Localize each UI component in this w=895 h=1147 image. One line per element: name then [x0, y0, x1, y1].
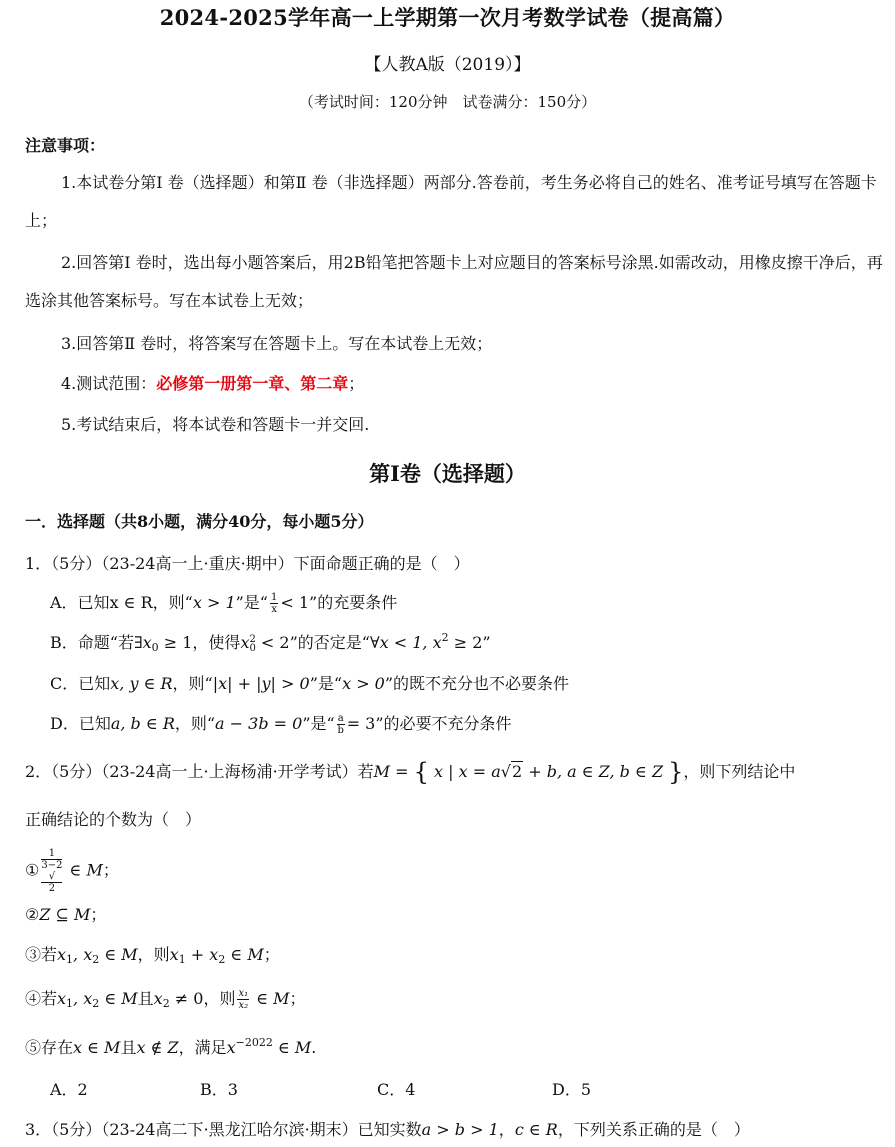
q2-choice-b: B．3	[200, 1080, 238, 1099]
q2-choice-c: C．4	[377, 1080, 416, 1099]
q1-option-a: A．已知x ∈ R，则“x > 1”是“ $\frac{1}{x}$ < 1”的充要条件	[50, 592, 398, 615]
q2-stem-line2: 正确结论的个数为（ ）	[25, 810, 202, 829]
q2-statement-4: ④若$x_1$, $x_2$ ∈ M且$x_2 \ne 0$，则 $\frac{\text{x₁}}{\text{x₂}}$ ∈ M；	[25, 988, 306, 1011]
notice-item-3: 3.回答第Ⅱ 卷时，将答案写在答题卡上。写在本试卷上无效；	[61, 334, 493, 353]
notice-item-2: 2.回答第Ⅰ 卷时，选出每小题答案后，用2B铅笔把答题卡上对应题目的答案标号涂黑.如需改动，用橡皮擦干净后，再选涂其他答案标号。写在本试卷上无效；	[25, 253, 883, 310]
q2-choice-d: D．5	[552, 1080, 592, 1099]
notice-heading: 注意事项：	[25, 136, 106, 155]
test-scope: 必修第一册第一章、第二章	[156, 374, 349, 393]
notice-item-5: 5.考试结束后，将本试卷和答题卡一并交回.	[61, 415, 370, 434]
q3-stem: 3．（5分）（23-24高二下·黑龙江哈尔滨·期末）已知实数a > b > 1，c ∈ R，下列关系正确的是（ ）	[25, 1120, 750, 1139]
q2-statement-1: ① 1 3−2 √ 2 ∈ M；	[25, 848, 119, 894]
q1-option-b: B．命题“若$\exists x_0 \ge 1$，使得x 2 0 < 2”的否定是“∀x < 1, $x^2 \ge 2$”	[50, 631, 491, 654]
section-heading: 一．选择题（共8小题，满分40分，每小题5分）	[25, 512, 374, 531]
q1-stem: 1．（5分）（23-24高一上·重庆·期中）下面命题正确的是（ ）	[25, 554, 470, 573]
notice-item-1: 1.本试卷分第Ⅰ 卷（选择题）和第Ⅱ 卷（非选择题）两部分.答卷前，考生务必将自己的姓名、准考证号填写在答题卡上；	[25, 173, 877, 230]
exam-time-info: （考试时间：120分钟 试卷满分：150分）	[298, 93, 597, 111]
q2-statement-5: ⑤存在x ∈ M且x ∉ Z，满足$x^{-2022}$ ∈ M.	[25, 1036, 317, 1057]
q1-option-c: C．已知x, y ∈ R，则“|x| + |y| > 0”是“x > 0”的既不充分也不必要条件	[50, 674, 570, 693]
exam-title: 2024-2025学年高一上学期第一次月考数学试卷（提高篇）	[159, 5, 736, 30]
notice-item-4: 4.测试范围：必修第一册第一章、第二章；	[61, 374, 365, 393]
q2-stem: 2．（5分）（23-24高一上·上海杨浦·开学考试）若M = { x | x = a√2 + b, a ∈ Z, b ∈ Z }，则下列结论中	[25, 758, 796, 786]
q2-statement-3: ③若$x_1$, $x_2$ ∈ M，则$x_1 + x_2$ ∈ M；	[25, 945, 280, 966]
q2-statement-2: ②Z ⊆ M；	[25, 905, 107, 924]
textbook-edition: 【人教A版（2019）】	[364, 55, 531, 75]
q1-option-d: D．已知a, b ∈ R，则“a − 3b = 0”是“ $\frac{a}{b}$ = 3”的必要不充分条件	[50, 713, 512, 736]
part-title: 第Ⅰ卷（选择题）	[369, 461, 526, 486]
q2-choice-a: A．2	[50, 1080, 88, 1099]
